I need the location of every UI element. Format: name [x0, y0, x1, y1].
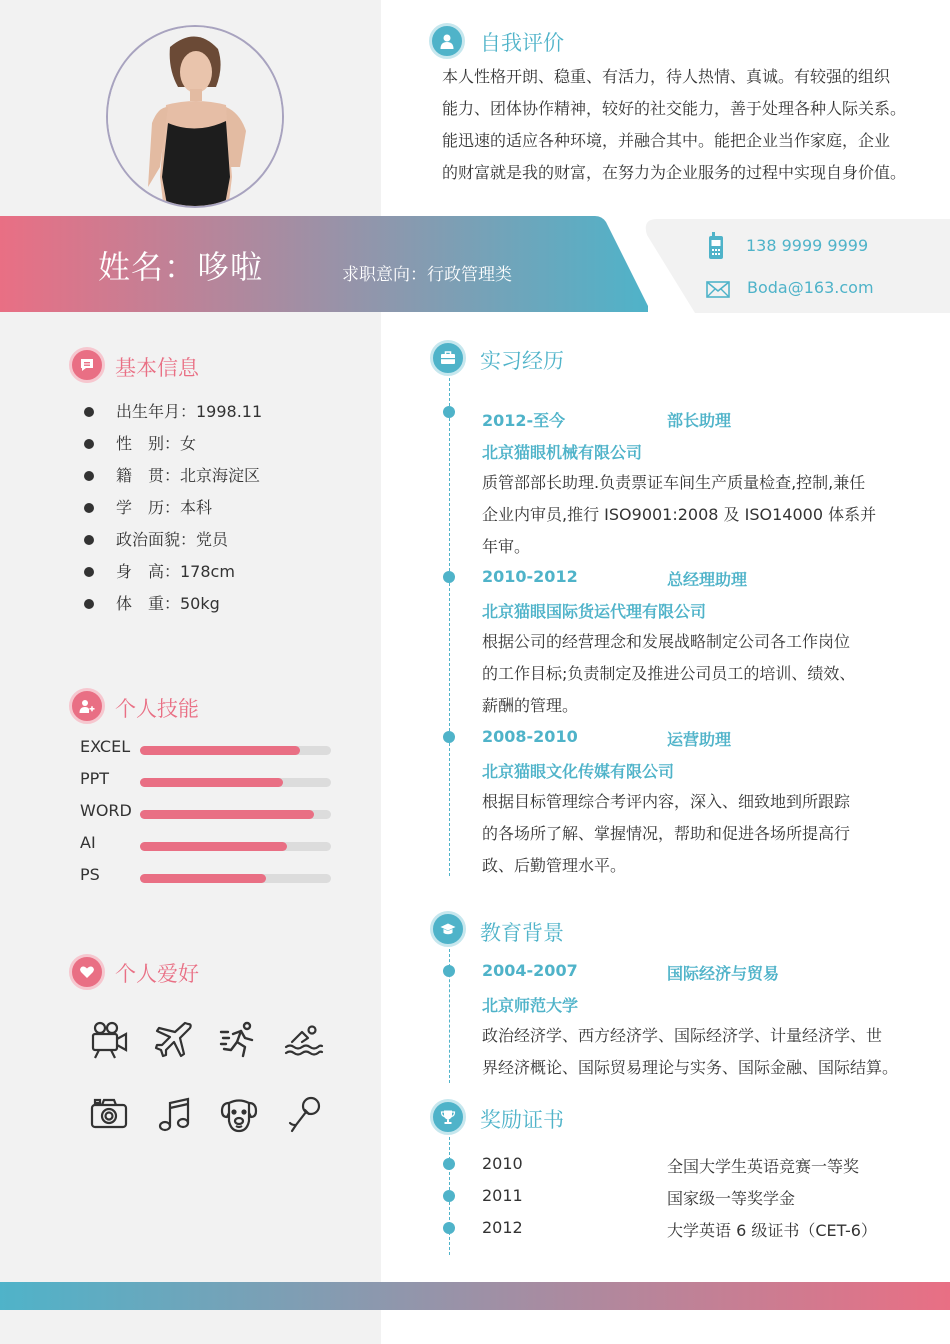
skill-bar	[140, 778, 331, 787]
skill-row	[80, 733, 340, 765]
award-name: 国家级一等奖学金	[667, 1189, 796, 1208]
self-eval-text	[442, 61, 932, 189]
candidate-name: 姓名：哆啦	[98, 248, 264, 286]
award-year: 2011	[482, 1186, 523, 1205]
desc-line: 根据目标管理综合考评内容，深入、细致地到所跟踪	[482, 792, 851, 811]
timeline-dot	[443, 406, 455, 418]
edu-major: 国际经济与贸易	[667, 964, 780, 983]
job-company: 北京猫眼文化传媒有限公司	[482, 762, 675, 781]
bullet-icon	[84, 407, 94, 417]
briefcase-icon	[430, 340, 466, 376]
skill-label: WORD	[80, 801, 132, 820]
desc-line: 界经济概论、国际贸易理论与实务、国际金融、国际结算。	[482, 1058, 899, 1077]
job-intent: 求职意向：行政管理类	[342, 265, 512, 285]
bullet-icon	[84, 535, 94, 545]
list-item	[80, 460, 262, 492]
heart-icon	[69, 954, 105, 990]
timeline-dot	[443, 1158, 455, 1170]
music-note-icon	[154, 1095, 194, 1135]
list-item	[80, 524, 262, 556]
award-name: 大学英语 6 级证书（CET-6）	[667, 1221, 877, 1240]
bullet-icon	[84, 599, 94, 609]
desc-line: 年审。	[482, 537, 531, 556]
info-text: 身 高：178cm	[116, 562, 235, 581]
graduation-cap-icon	[430, 911, 466, 947]
basic-info-title: 基本信息	[115, 356, 199, 380]
skill-row	[80, 765, 340, 797]
phone-icon	[708, 232, 724, 264]
job-role: 部长助理	[667, 411, 732, 430]
desc-line: 的各场所了解、掌握情况，帮助和促进各场所提高行	[482, 824, 851, 843]
self-eval-title: 自我评价	[480, 31, 564, 55]
job-description	[482, 786, 892, 882]
basic-info-list	[80, 396, 262, 620]
job-role: 总经理助理	[667, 570, 748, 589]
chat-icon	[69, 347, 105, 383]
timeline-dot	[443, 1190, 455, 1202]
skills-title: 个人技能	[115, 697, 199, 721]
self-eval-line: 的财富就是我的财富，在努力为企业服务的过程中实现自身价值。	[442, 163, 907, 182]
self-eval-line: 能迅速的适应各种环境，并融合其中。能把企业当作家庭，企业	[442, 131, 891, 150]
skill-label: PS	[80, 865, 100, 884]
award-year: 2010	[482, 1154, 523, 1173]
skills-list	[80, 733, 340, 893]
info-text: 性 别：女	[116, 434, 197, 453]
internship-title: 实习经历	[480, 349, 564, 373]
skill-bar-fill	[140, 746, 300, 755]
airplane-icon	[154, 1020, 194, 1060]
job-description	[482, 626, 892, 722]
email-address[interactable]: Boda@163.com	[747, 278, 874, 297]
microphone-icon	[284, 1095, 324, 1135]
film-camera-icon	[89, 1020, 129, 1060]
info-text: 政治面貌：党员	[116, 530, 229, 549]
skill-bar-fill	[140, 874, 266, 883]
bullet-icon	[84, 567, 94, 577]
desc-line: 薪酬的管理。	[482, 696, 579, 715]
timeline-dot	[443, 965, 455, 977]
profile-photo	[106, 25, 284, 208]
skill-label: EXCEL	[80, 737, 131, 756]
timeline-dot	[443, 1222, 455, 1234]
bullet-icon	[84, 471, 94, 481]
trophy-icon	[430, 1099, 466, 1135]
bullet-icon	[84, 439, 94, 449]
phone-number[interactable]: 138 9999 9999	[746, 236, 869, 255]
job-date: 2008-2010	[482, 727, 578, 746]
contact-panel	[645, 219, 950, 313]
skill-bar	[140, 810, 331, 819]
skill-bar-fill	[140, 778, 283, 787]
edu-description	[482, 1020, 922, 1084]
swimming-icon	[284, 1020, 324, 1060]
education-title: 教育背景	[480, 921, 564, 945]
dog-icon	[219, 1095, 259, 1135]
skill-label: PPT	[80, 769, 110, 788]
skill-label: AI	[80, 833, 96, 852]
skill-bar-fill	[140, 810, 314, 819]
edu-date: 2004-2007	[482, 961, 578, 980]
email-icon	[706, 281, 730, 302]
job-date: 2010-2012	[482, 567, 578, 586]
self-eval-line: 能力、团体协作精神，较好的社交能力，善于处理各种人际关系。	[442, 99, 907, 118]
info-text: 出生年月：1998.11	[116, 402, 263, 421]
list-item	[80, 396, 262, 428]
person-icon	[429, 23, 465, 59]
desc-line: 质管部部长助理.负责票证车间生产质量检查,控制,兼任	[482, 473, 866, 492]
info-text: 学 历：本科	[116, 498, 213, 517]
list-item	[80, 492, 262, 524]
job-role: 运营助理	[667, 730, 732, 749]
user-plus-icon	[69, 688, 105, 724]
skill-row	[80, 861, 340, 893]
hobbies-title: 个人爱好	[115, 962, 199, 986]
job-description	[482, 467, 892, 563]
skill-bar	[140, 874, 331, 883]
footer-gradient-bar	[0, 1282, 950, 1310]
job-date: 2012-至今	[482, 411, 566, 430]
desc-line: 根据公司的经营理念和发展战略制定公司各工作岗位	[482, 632, 851, 651]
desc-line: 的工作目标;负责制定及推进公司员工的培训、绩效、	[482, 664, 856, 683]
self-eval-line: 本人性格开朗、稳重、有活力，待人热情、真诚。有较强的组织	[442, 67, 891, 86]
skill-row	[80, 797, 340, 829]
info-text: 体 重：50kg	[116, 594, 220, 613]
award-year: 2012	[482, 1218, 523, 1237]
timeline-dot	[443, 731, 455, 743]
list-item	[80, 556, 262, 588]
list-item	[80, 588, 262, 620]
job-company: 北京猫眼国际货运代理有限公司	[482, 602, 707, 621]
info-text: 籍 贯：北京海淀区	[116, 466, 261, 485]
desc-line: 企业内审员,推行 ISO9001:2008 及 ISO14000 体系并	[482, 505, 877, 524]
desc-line: 政、后勤管理水平。	[482, 856, 627, 875]
list-item	[80, 428, 262, 460]
desc-line: 政治经济学、西方经济学、国际经济学、计量经济学、世	[482, 1026, 883, 1045]
camera-icon	[89, 1095, 129, 1135]
skill-bar	[140, 842, 331, 851]
internship-timeline	[449, 378, 450, 876]
timeline-dot	[443, 571, 455, 583]
skill-bar-fill	[140, 842, 287, 851]
award-name: 全国大学生英语竞赛一等奖	[667, 1157, 860, 1176]
awards-title: 奖励证书	[480, 1108, 564, 1132]
skill-row	[80, 829, 340, 861]
job-company: 北京猫眼机械有限公司	[482, 443, 643, 462]
running-icon	[219, 1020, 259, 1060]
skill-bar	[140, 746, 331, 755]
edu-school: 北京师范大学	[482, 996, 579, 1015]
bullet-icon	[84, 503, 94, 513]
